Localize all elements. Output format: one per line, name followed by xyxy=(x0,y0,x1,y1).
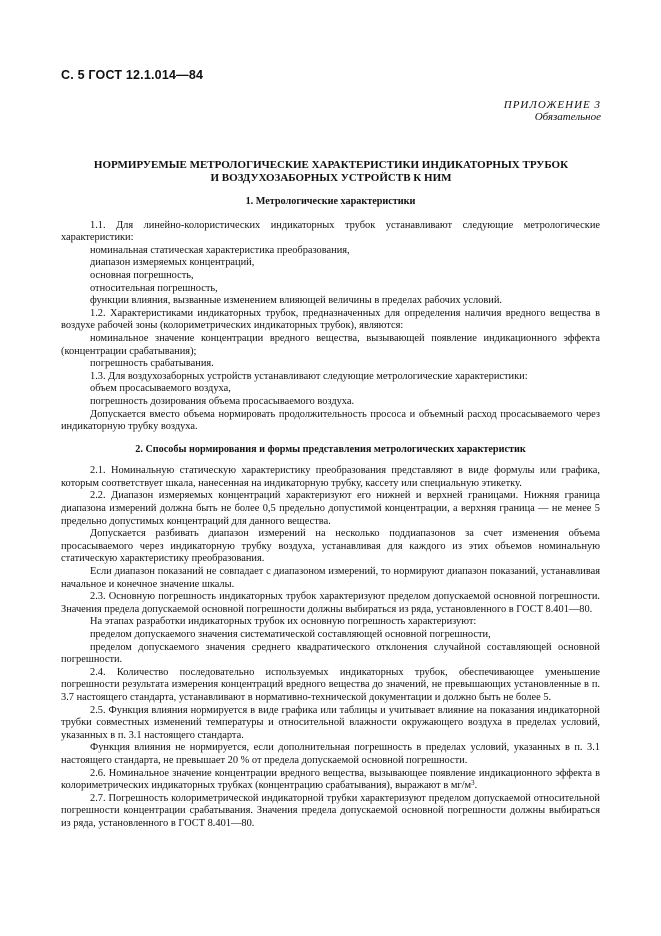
paragraph-2-3: 2.3. Основную погрешность индикаторных трубок характеризуют пределом допускаемой основной погрешности. Значения предела допускаемой основной погрешности должны выбираться из ряда, установленного в ГОСТ 8.401—80. xyxy=(61,591,600,615)
paragraph-1-note: Допускается вместо объема нормировать продолжительность прососа и объемный расход просасываемого через индикаторную трубку воздуха. xyxy=(61,408,600,433)
document-body xyxy=(61,196,600,831)
paragraph-2-4: 2.4. Количество последовательно используемых индикаторных трубок, обеспечивающее уменьшение погрешности результата измерения концентраций вредного вещества до значений, не превышающих установленные в п. 3.7 настоящего стандарта, устанавливают в нормативно-технической документации и должно быть не более 5. xyxy=(61,666,600,703)
list-item: относительная погрешность, xyxy=(90,282,218,294)
appendix-number: ПРИЛОЖЕНИЕ 3 xyxy=(503,99,601,111)
paragraph-1-2-item-1: номинальное значение концентрации вредного вещества, вызывающей появление индикационного эффекта (концентрации срабатывания); xyxy=(61,332,600,357)
paragraph-2-2b: Если диапазон показаний не совпадает с диапазоном измерений, то нормируют диапазон показаний, устанавливая начальное и конечное значение шкалы. xyxy=(61,566,600,590)
appendix-status: Обязательное xyxy=(534,111,601,123)
paragraph-2-5a: Функция влияния не нормируется, если дополнительная погрешность в пределах условий, указанных в п. 3.1 настоящего стандарта, не превышает 20 % от предела допускаемой основной погрешности. xyxy=(61,742,600,766)
paragraph-2-3c: пределом допускаемого значения среднего квадратического отклонения случайной составляющей основной погрешности. xyxy=(61,641,600,666)
section-1-heading: 1. Метрологические характеристики xyxy=(245,196,416,207)
list-item: основная погрешность, xyxy=(90,269,194,281)
list-item: погрешность дозирования объема просасываемого воздуха. xyxy=(90,395,355,407)
paragraph-1-2-item-2: погрешность срабатывания. xyxy=(90,358,214,370)
title-line-2: И ВОЗДУХОЗАБОРНЫХ УСТРОЙСТВ К НИМ xyxy=(210,171,452,184)
paragraph-2-3a: На этапах разработки индикаторных трубок их основную погрешность характеризуют: xyxy=(90,616,477,628)
appendix-label xyxy=(504,99,601,123)
title-line-1: НОРМИРУЕМЫЕ МЕТРОЛОГИЧЕСКИЕ ХАРАКТЕРИСТИКИ ИНДИКАТОРНЫХ ТРУБОК xyxy=(93,159,569,171)
list-item: объем просасываемого воздуха, xyxy=(90,383,231,395)
paragraph-2-6 xyxy=(61,768,600,793)
paragraph-2-2a: Допускается разбивать диапазон измерений на несколько поддиапазонов за счет изменения объема просасываемого через индикаторную трубку воздуха, устанавливая для каждого из этих объемов номинальную статическую характеристику преобразования. xyxy=(61,528,600,565)
paragraph-2-3b: пределом допускаемого значения систематической составляющей основной погрешности, xyxy=(90,629,491,640)
paragraph-1-1: 1.1. Для линейно-колористических индикаторных трубок устанавливают следующие метрологические характеристики: xyxy=(61,219,600,244)
list-item: номинальная статическая характеристика преобразования, xyxy=(90,244,350,256)
paragraph-2-6-end: . xyxy=(474,780,478,792)
list-item: диапазон измеряемых концентраций, xyxy=(90,257,255,269)
paragraph-2-1: 2.1. Номинальную статическую характеристику преобразования представляют в виде формулы или графика, которым соответствует шкала, нанесенная на индикаторную трубку, кассету или специальную этикетку. xyxy=(61,465,600,489)
paragraph-2-5: 2.5. Функция влияния нормируется в виде графика или таблицы и учитывает влияние на показания индикаторной трубки совместных изменений температуры и относительной влажности окружающего воздуха в пределах условий, указанных в п. 3.1 настоящего стандарта. xyxy=(61,704,600,741)
document-title xyxy=(61,159,601,184)
paragraph-1-2: 1.2. Характеристиками индикаторных трубок, предназначенных для определения наличия вредного вещества в воздухе рабочей зоны (колориметрических индикаторных трубок), являются: xyxy=(61,307,600,332)
section-2-heading: 2. Способы нормирования и формы представления метрологических характеристик xyxy=(135,443,526,455)
paragraph-2-2: 2.2. Диапазон измеряемых концентраций характеризуют его нижней и верхней границами. Нижняя граница диапазона измерений должна быть не более 0,5 предельно допустимой концентрации, а верхняя граница — не менее 5 предельно допустимых концентраций для данного вещества. xyxy=(61,490,600,527)
list-item: функции влияния, вызванные изменением влияющей величины в пределах рабочих условий. xyxy=(90,295,503,307)
page-header: С. 5 ГОСТ 12.1.014—84 xyxy=(61,68,204,82)
unit-exponent: 3 xyxy=(471,779,475,788)
paragraph-2-6-text: 2.6. Номинальное значение концентрации вредного вещества, вызывающее появление индикационного эффекта в колориметрических индикаторных трубках (концентрацию срабатывания), выражают в мг/м xyxy=(61,767,600,792)
paragraph-2-7: 2.7. Погрешность колориметрической индикаторной трубки характеризуют пределом допускаемой относительной погрешности концентрации срабатывания. Значения предела допускаемой основной погрешности должны выбираться из ряда, установленного в ГОСТ 8.401—80. xyxy=(61,792,600,829)
paragraph-1-3: 1.3. Для воздухозаборных устройств устанавливают следующие метрологические характеристики: xyxy=(90,370,528,382)
